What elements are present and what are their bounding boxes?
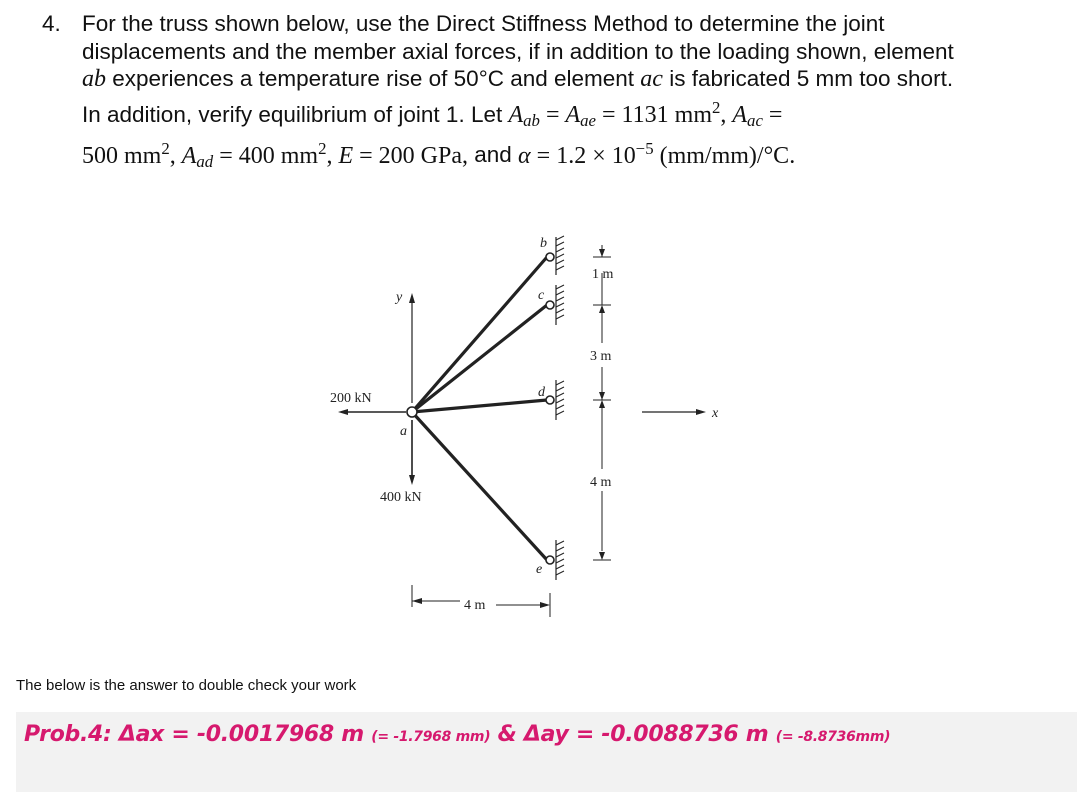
y-axis-arrow (409, 293, 415, 303)
alpha-equation: $\alpha = 1.2 \times 10^{-5}$ (mm/mm)/°C. (518, 138, 796, 169)
node-label-b: b (540, 236, 547, 251)
dim-h-4m-label: 4 m (464, 598, 486, 613)
answer-dax-value: = -0.0017968 m (171, 722, 364, 747)
dim-h-arrow-left (412, 598, 422, 604)
element-ab-label: ab (82, 66, 106, 92)
node-label-d: d (538, 385, 545, 400)
area-equation-1: $A_{ab} = A_{ae} = 1131$ $mm^2$, $A_{ac}$ = (508, 97, 783, 130)
handwritten-answer (24, 722, 1084, 747)
answer-day-mm: (= -8.8736mm) (775, 729, 891, 745)
answer-note: The below is the answer to double check your work (16, 677, 357, 694)
dim-1m-label: 1 m (592, 267, 614, 282)
problem-line-4: In addition, verify equilibrium of joint 1. Let $A_{ab} = A_{ae} = 1131$ $mm^2$, $A_{ac}$ = (82, 97, 783, 130)
answer-and: & (497, 722, 517, 747)
problem-line-1: For the truss shown below, use the Direct Stiffness Method to determine the joint (82, 11, 885, 36)
dim-h-arrow-right (540, 602, 550, 608)
answer-day-value: = -0.0088736 m (575, 722, 769, 747)
load-200-arrow (338, 409, 348, 415)
problem-statement (42, 10, 1072, 175)
node-label-a: a (400, 424, 407, 439)
dim-3m-label: 3 m (590, 349, 612, 364)
support-hatching (556, 236, 564, 580)
load-200-label: 200 kN (330, 391, 372, 406)
truss-members (412, 257, 547, 560)
problem-line-2: displacements and the member axial forces, if in addition to the loading shown, element (82, 38, 954, 64)
dim-4m-label: 4 m (590, 475, 612, 490)
problem-number: 4. (42, 11, 61, 36)
answer-dax-mm: (= -1.7968 mm) (371, 729, 491, 745)
y-axis-label: y (396, 290, 403, 305)
load-400-arrow (409, 475, 415, 485)
problem-body (82, 10, 1072, 175)
answer-dax-label: Δax (118, 722, 165, 747)
node-label-c: c (538, 288, 545, 303)
answer-day-label: Δay (523, 722, 569, 747)
joint-circles (407, 253, 554, 564)
answer-prob-label: Prob.4: (24, 722, 112, 747)
problem-line-3: ab experiences a temperature rise of 50°C and element ac is fabricated 5 mm too short. (82, 66, 954, 92)
area-equation-2: 500 $mm^2$, $A_{ad} = 400$ $mm^2$, E = 200 GPa, (82, 138, 468, 171)
problem-line-5: 500 $mm^2$, $A_{ad} = 400$ $mm^2$, E = 200 GPa, and $\alpha = 1.2 \times 10^{-5}$ (mm/mm)/°C. (82, 138, 796, 171)
x-axis-arrow (696, 409, 706, 415)
x-axis-label: x (712, 406, 719, 421)
load-400-label: 400 kN (380, 490, 422, 505)
truss-figure (320, 215, 740, 635)
node-label-e: e (536, 562, 543, 577)
element-ac-label: ac (640, 66, 663, 92)
